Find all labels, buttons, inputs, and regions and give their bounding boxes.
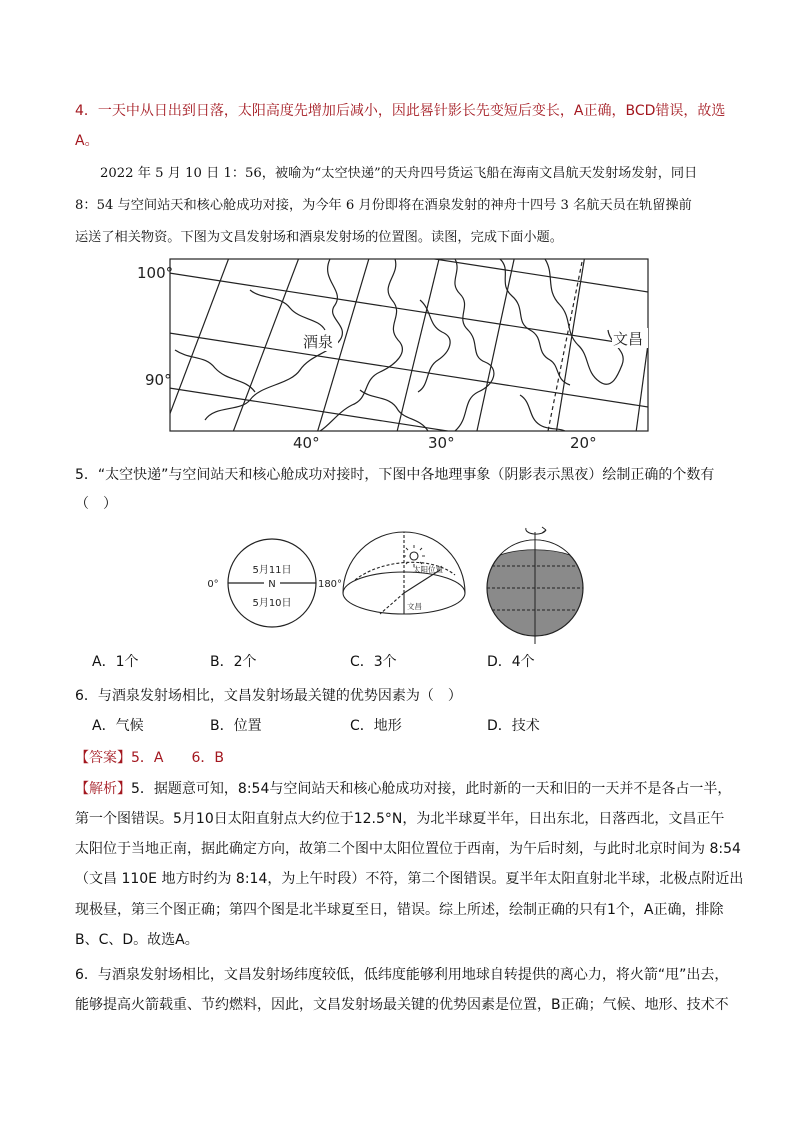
place-jiuquan: 酒泉 [303,333,334,351]
lat-label-90: 90° [145,371,172,389]
analysis-line8: 能够提高火箭载重、节约燃料，因此，文昌发射场最关键的优势因素是位置，B正确；气候、地形、技术不 [75,997,729,1013]
q5-option-a[interactable]: A．1个 [92,654,139,670]
analysis-line6: B、C、D。故选A。 [75,932,199,948]
fig2-site-label: 文昌 [407,602,422,611]
lon-label-40: 40° [293,434,320,452]
q5-stem-line2: （ ） [75,496,117,512]
analysis-line3: 太阳位于当地正南，据此确定方向，故第二个图中太阳位置位于西南，为午后时刻，与此时北京时间为 8:54 [75,841,741,857]
answer-text: 5．A 6．B [131,750,224,766]
q6-option-a[interactable]: A．气候 [92,718,144,734]
analysis-line7: 6．与酒泉发射场相比，文昌发射场纬度较低，低纬度能够利用地球自转提供的离心力，将火箭“甩”出去， [75,967,729,983]
q5-option-c[interactable]: C．3个 [350,654,397,670]
q6-option-b[interactable]: B．位置 [210,718,262,734]
launch-site-map [130,255,660,455]
q6-option-d[interactable]: D．技术 [487,718,540,734]
q5-figures [200,520,620,650]
place-wenchang: 文昌 [613,330,644,348]
q5-option-d[interactable]: D．4个 [487,654,535,670]
q4-explanation-line2: A。 [75,133,99,149]
intro-line3: 运送了相关物资。下图为文昌发射场和酒泉发射场的位置图。读图，完成下面小题。 [75,230,563,245]
q5-stem-line1: 5．“太空快递”与空间站天和核心舱成功对接时，下图中各地理事象（阴影表示黑夜）绘制正确的个数有 [75,467,715,483]
analysis-text-1: 5．据题意可知，8:54与空间站天和核心舱成功对接，此时新的一天和旧的一天并不是各占一半， [131,781,732,797]
fig1-date-circle [207,539,342,627]
fig1-right-label: 180° [317,579,343,590]
analysis-line5: 现极昼，第三个图正确；第四个图是北半球夏至日，错误。综上所述，绘制正确的只有1个，A正确，排除 [75,902,724,918]
fig2-sky-hemisphere [343,532,465,614]
lon-label-20: 20° [570,434,597,452]
answer-line [75,748,224,768]
fig3-night-globe [487,527,583,644]
analysis-line4: （文昌 110E 地方时约为 8:14，为上午时段）不符，第二个图错误。夏半年太阳直射北半球，北极点附近出 [75,871,744,887]
answer-label: 【答案】 [75,750,131,766]
fig1-left-label: 0° [207,579,219,590]
fig1-bottom-label: 5月10日 [252,598,292,609]
lon-label-30: 30° [428,434,455,452]
fig1-center-label: N [268,579,276,590]
fig2-sun-label: 太阳位置 [413,565,443,574]
intro-line2: 8：54 与空间站天和核心舱成功对接，为今年 6 月份即将在酒泉发射的神舟十四号 3 名航天员在轨留操前 [75,198,692,213]
analysis-label: 【解析】 [75,781,131,797]
intro-line1: 2022 年 5 月 10 日 1：56，被喻为“太空快递”的天舟四号货运飞船在海南文昌航天发射场发射，同日 [100,166,698,181]
q6-option-c[interactable]: C．地形 [350,718,402,734]
lat-label-100: 100° [137,264,174,282]
q5-option-b[interactable]: B．2个 [210,654,257,670]
analysis-line2: 第一个图错误。5月10日太阳直射点大约位于12.5°N，为北半球夏半年，日出东北，日落西北，文昌正午 [75,811,725,827]
q6-stem: 6．与酒泉发射场相比，文昌发射场最关键的优势因素为（ ） [75,688,462,704]
fig1-top-label: 5月11日 [252,565,292,576]
analysis-line1 [75,779,731,799]
q4-explanation-line1: 4．一天中从日出到日落，太阳高度先增加后减小，因此晷针影长先变短后变长，A正确，BCD错误，故选 [75,103,726,119]
